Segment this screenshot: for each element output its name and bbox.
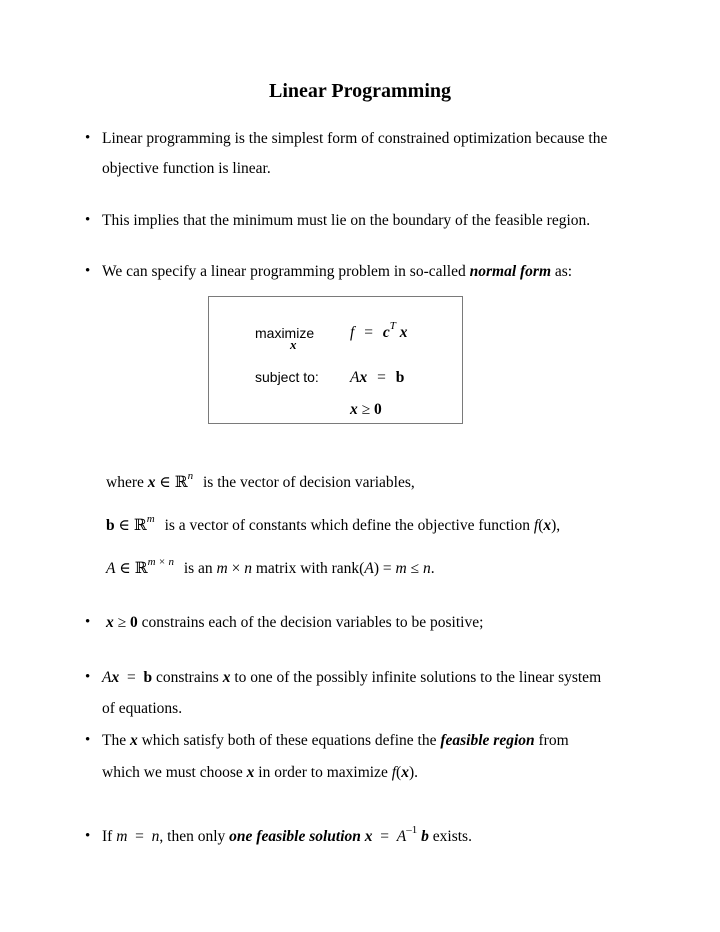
bullet-6-mid: which satisfy both of these equations define the [137, 732, 441, 749]
fx-close: ), [551, 517, 561, 534]
page-title: Linear Programming [268, 80, 452, 102]
bullet-5-line-1-end: to one of the possibly infinite solutions to the linear system [230, 669, 602, 686]
bullet-6-maximize: in order to maximize [254, 764, 392, 781]
bullet-7-n: n [151, 828, 160, 845]
where-line-3-rank: matrix with rank( [255, 560, 365, 577]
bullet-6-x3: x [401, 764, 409, 781]
bullet-marker: • [85, 130, 91, 146]
bullet-5-line-2: of equations. [102, 700, 183, 717]
bullet-marker: • [85, 212, 91, 228]
bullet-marker: • [85, 614, 91, 630]
constraint-equation [350, 369, 404, 387]
constraint-A: A [350, 369, 360, 386]
bullet-5-constrains: constrains [152, 669, 223, 686]
bullet-3-text [102, 263, 572, 281]
bullet-marker: • [85, 828, 91, 844]
bullet-6-the: The [102, 732, 130, 749]
bullet-6-close: ). [408, 764, 418, 781]
dimension-mxn: m × n [147, 556, 174, 568]
inverse-exponent: –1 [406, 824, 418, 836]
bullet-6-f: f [391, 764, 397, 781]
constraint-x: x [359, 369, 368, 386]
rank-close: ) = [373, 560, 396, 577]
period: . [430, 560, 435, 577]
bullet-6-x2: x [246, 764, 255, 781]
bullet-7-x: x [364, 828, 373, 845]
fx-f: f [533, 517, 539, 534]
objective-equals: = [364, 324, 373, 341]
bullet-7-equals-2: = [372, 828, 397, 845]
bullet-7-equals: = [127, 828, 152, 845]
bullet-marker: • [85, 669, 91, 685]
bullet-6-x: x [129, 732, 138, 749]
bullet-6-choose: which we must choose [102, 764, 247, 781]
bullet-5-A: A [102, 669, 112, 686]
fx-x: x [543, 517, 552, 534]
bullet-6-line-2 [102, 764, 418, 782]
where-line-1 [106, 470, 415, 492]
nonnegativity-constraint [350, 401, 382, 419]
leq-symbol: ≤ [406, 560, 423, 577]
where-label: where [106, 474, 148, 491]
dimension-m: m [146, 513, 155, 525]
dimension-n: n [187, 470, 194, 482]
bullet-4-geq: ≥ [113, 614, 131, 631]
bullet-4-text [106, 614, 483, 632]
bullet-4-desc: constrains each of the decision variables to be positive; [137, 614, 484, 631]
constraint-equals: = [377, 369, 386, 386]
bullet-7-exists: exists. [428, 828, 472, 845]
where-x: x [147, 474, 156, 491]
objective-equation [350, 320, 408, 342]
where-A: A [106, 560, 116, 577]
element-of-reals: ∈ ℝ [115, 560, 148, 577]
bullet-4-zero: 0 [130, 614, 138, 631]
bullet-5-x2: x [222, 669, 231, 686]
bullet-5-equals: = [119, 669, 144, 686]
one-feasible-solution-term: one feasible solution [229, 828, 361, 845]
objective-c: c [382, 324, 390, 341]
fx-open: ( [538, 517, 544, 534]
transpose-symbol: T [389, 320, 396, 332]
bullet-5-b: b [143, 669, 153, 686]
bullet-7-then: , then only [159, 828, 230, 845]
rank-m: m [395, 560, 407, 577]
normal-form-box [208, 296, 463, 424]
subject-to-label: subject to: [255, 369, 319, 385]
rows-m: m [216, 560, 228, 577]
bullet-5-line-1 [102, 669, 601, 687]
rank-A: A [364, 560, 374, 577]
element-of-reals: ∈ ℝ [114, 517, 147, 534]
bullet-3-after: as: [551, 263, 573, 280]
feasible-region-term: feasible region [440, 732, 535, 749]
bullet-marker: • [85, 732, 91, 748]
bullet-2-text: This implies that the minimum must lie on the boundary of the feasible region. [102, 212, 591, 229]
bullet-3-before: We can specify a linear programming problem in so-called [102, 263, 470, 280]
where-line-1-desc: is the vector of decision variables, [202, 474, 415, 491]
element-of-reals: ∈ ℝ [155, 474, 188, 491]
bullet-7-if: If [102, 828, 117, 845]
bullet-1-line-2: objective function is linear. [102, 160, 271, 177]
bullet-7-A: A [396, 828, 407, 845]
maximize-subscript: x [290, 337, 297, 352]
bullet-7-b: b [421, 828, 429, 845]
objective-x: x [399, 324, 408, 341]
normal-form-term: normal form [469, 263, 551, 280]
nonneg-x: x [350, 401, 358, 418]
bullet-6-from: from [534, 732, 569, 749]
objective-f: f [350, 324, 355, 341]
rank-n: n [422, 560, 431, 577]
bullet-7-m: m [116, 828, 128, 845]
bullet-7-text [102, 824, 472, 846]
where-line-2-desc: is a vector of constants which define the objective function [164, 517, 534, 534]
nonneg-geq: ≥ [361, 401, 371, 418]
bullet-4-x: x [106, 614, 114, 631]
bullet-1-line-1: Linear programming is the simplest form of constrained optimization because the [102, 130, 608, 147]
where-line-3-is-an: is an [183, 560, 217, 577]
bullet-6-open: ( [396, 764, 402, 781]
constraint-b: b [395, 369, 405, 386]
bullet-6-line-1 [102, 732, 569, 750]
bullet-marker: • [85, 263, 91, 279]
cols-n: n [244, 560, 252, 577]
bullet-5-x: x [111, 669, 120, 686]
where-line-3 [106, 556, 435, 578]
maximize-label: maximize [255, 325, 315, 341]
where-line-2 [106, 513, 561, 535]
nonneg-zero: 0 [374, 401, 382, 418]
times-symbol: × [227, 560, 245, 577]
where-b: b [106, 517, 115, 534]
